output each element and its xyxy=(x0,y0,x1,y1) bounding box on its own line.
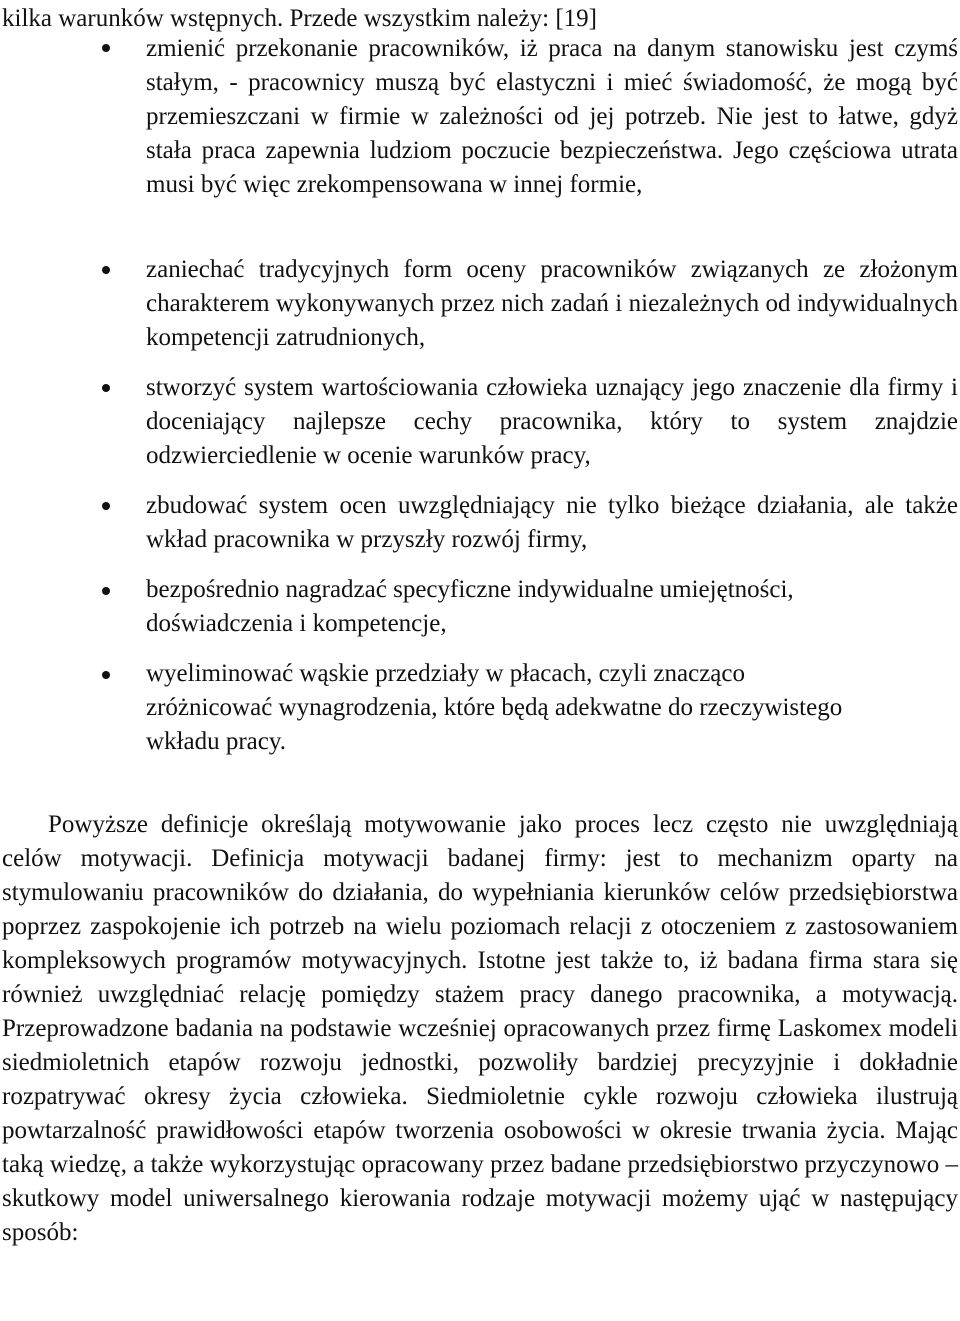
bullet-icon xyxy=(102,502,110,510)
list-item-text: zmienić przekonanie pracowników, iż praca na danym stanowisku jest czymś stałym, - pracownicy muszą być elastyczni i mieć świadomość, że mogą być przemieszczani w firmie w zależności od jej potrzeb. Nie jest to łatwe, gdyż stała praca zapewnia ludziom poczucie bezpieczeństwa. Jego częściowa utrata musi być więc zrekompensowana w innej formie, xyxy=(146,35,958,198)
bullet-icon xyxy=(102,266,110,274)
intro-line: kilka warunków wstępnych. Przede wszystkim należy: [19] xyxy=(2,5,597,32)
list-item-text: wyeliminować wąskie przedziały w płacach, czyli znacząco zróżnicować wynagrodzenia, które będą adekwatne do rzeczywistego wkładu pracy. xyxy=(146,660,843,755)
bullet-icon xyxy=(102,44,110,52)
list-item-text: bezpośrednio nagradzać specyficzne indywidualne umiejętności, doświadczenia i kompetencje, xyxy=(146,576,794,637)
body-paragraph: Powyższe definicje określają motywowanie jako proces lecz często nie uwzględniają celów motywacji. Definicja motywacji badanej firmy: jest to mechanizm oparty na stymulowaniu pracowników do działania, do wypełniania kierunków celów przedsiębiorstwa poprzez zaspokojenie ich potrzeb na wielu poziomach relacji z otoczeniem z zastosowaniem kompleksowych programów motywacyjnych. Istotne jest także to, iż badana firma stara się również uwzględniać relację pomiędzy stażem pracy danego pracownika, a motywacją. Przeprowadzone badania na podstawie wcześniej opracowanych przez firmę Laskomex modeli siedmioletnich etapów rozwoju jednostki, pozwoliły bardziej precyzyjnie i dokładnie rozpatrywać okresy życia człowieka. Siedmioletnie cykle rozwoju człowieka ilustrują powtarzalność prawidłowości etapów tworzenia osobowości w okresie trwania życia. Mając taką wiedzę, a także wykorzystując opracowany przez badane przedsiębiorstwo przyczynowo – skutkowy model uniwersalnego kierowania rodzaje motywacji możemy ująć w następujący sposób: xyxy=(2,811,958,1246)
list-item-text: zbudować system ocen uwzględniający nie tylko bieżące działania, ale także wkład pracownika w przyszły rozwój firmy, xyxy=(146,492,958,553)
bullet-icon xyxy=(102,587,110,595)
bullet-icon xyxy=(102,671,110,679)
list-item-text: zaniechać tradycyjnych form oceny pracowników związanych ze złożonym charakterem wykonywanych przez nich zadań i niezależnych od indywidualnych kompetencji zatrudnionych, xyxy=(146,256,958,351)
list-item-text: stworzyć system wartościowania człowieka uznający jego znaczenie dla firmy i doceniający najlepsze cechy pracownika, który to system znajdzie odzwierciedlenie w ocenie warunków pracy, xyxy=(146,374,958,469)
bullet-icon xyxy=(102,384,110,392)
